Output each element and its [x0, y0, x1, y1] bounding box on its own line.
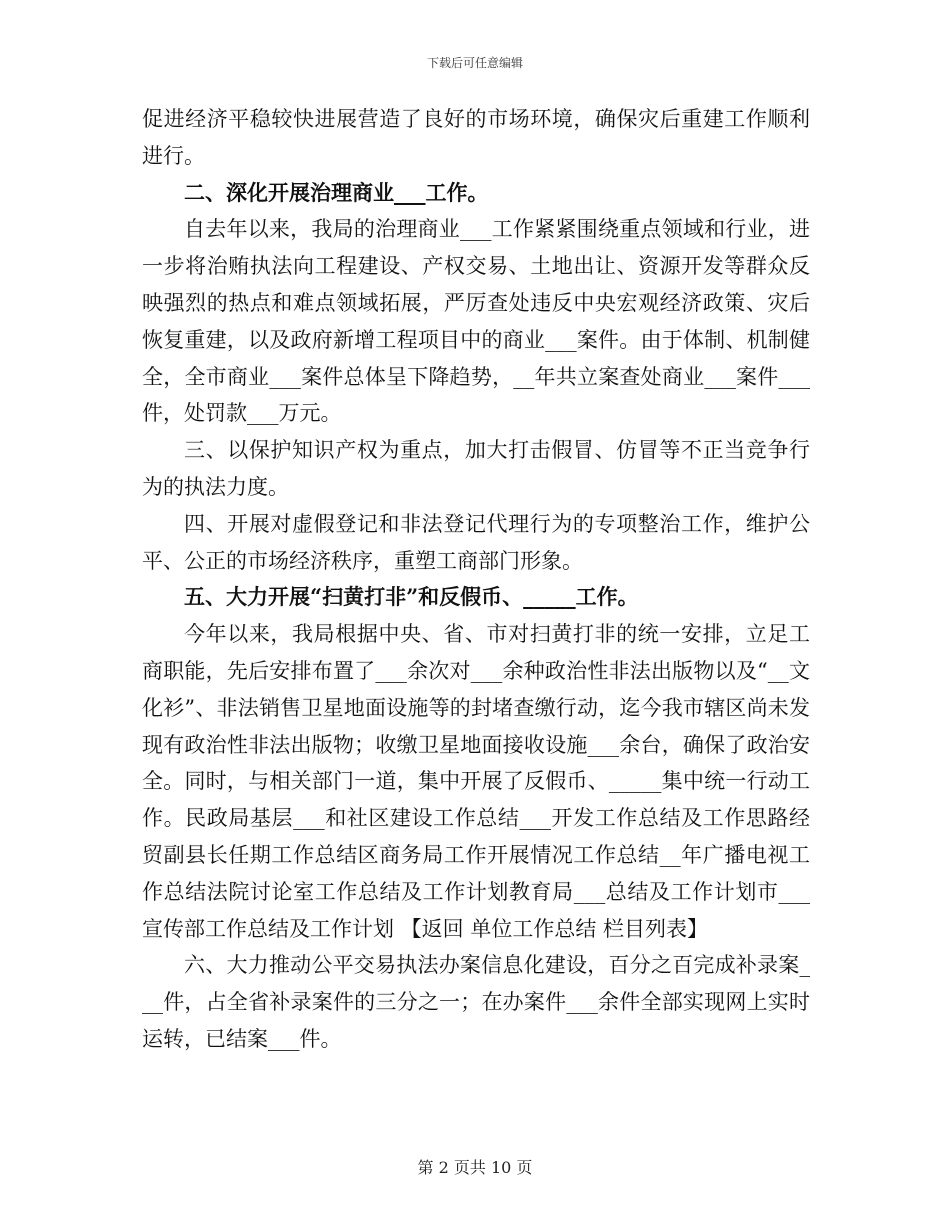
paragraph-section-3: 三、以保护知识产权为重点，加大打击假冒、仿冒等不正当竞争行为的执法力度。: [142, 438, 810, 499]
section-heading-2: 二、深化开展治理商业___工作。: [184, 179, 489, 205]
page-number-footer: 第 2 页共 10 页: [417, 1158, 533, 1177]
document-body: [142, 101, 810, 1058]
paragraph-section-4: 四、开展对虚假登记和非法登记代理行为的专项整治工作，维护公平、公正的市场经济秩序，重塑工商部门形象。: [142, 511, 810, 573]
paragraph-section-2: 自去年以来，我局的治理商业___工作紧紧围绕重点领域和行业，进一步将治贿执法向工程建设、产权交易、土地出让、资源开发等群众反映强烈的热点和难点领域拓展，严厉查处违反中央宏观经济政策、灾后恢复重建，以及政府新增工程项目中的商业___案件。由于体制、机制健全，全市商业___案件总体呈下降趋势，__年共立案查处商业___案件___件，处罚款___万元。: [142, 217, 810, 426]
section-heading-5: 五、大力开展“扫黄打非”和反假币、_____工作。: [184, 584, 639, 610]
paragraph-continuation: 促进经济平稳较快进展营造了良好的市场环境，确保灾后重建工作顺利进行。: [142, 107, 810, 168]
page-header: 下载后可任意编辑: [426, 56, 523, 70]
paragraph-section-5: 今年以来，我局根据中央、省、市对扫黄打非的统一安排，立足工商职能，先后安排布置了___余次对___余种政治性非法出版物以及“__文化衫”、非法销售卫星地面设施等的封堵查缴行动，迄今我市辖区尚未发现有政治性非法出版物；收缴卫星地面接收设施___余台，确保了政治安全。同时，与相关部门一道，集中开展了反假币、_____集中统一行动工作。民政局基层___和社区建设工作总结___开发工作总结及工作思路经贸副县长任期工作总结区商务局工作开展情况工作总结__年广播电视工作总结法院讨论室工作总结及工作计划教育局___总结及工作计划市___宣传部工作总结及工作计划 【返回 单位工作总结 栏目列表】: [142, 622, 810, 941]
paragraph-section-6: 六、大力推动公平交易执法办案信息化建设，百分之百完成补录案___件，占全省补录案件的三分之一；在办案件___余件全部实现网上实时运转，已结案___件。: [142, 953, 810, 1051]
